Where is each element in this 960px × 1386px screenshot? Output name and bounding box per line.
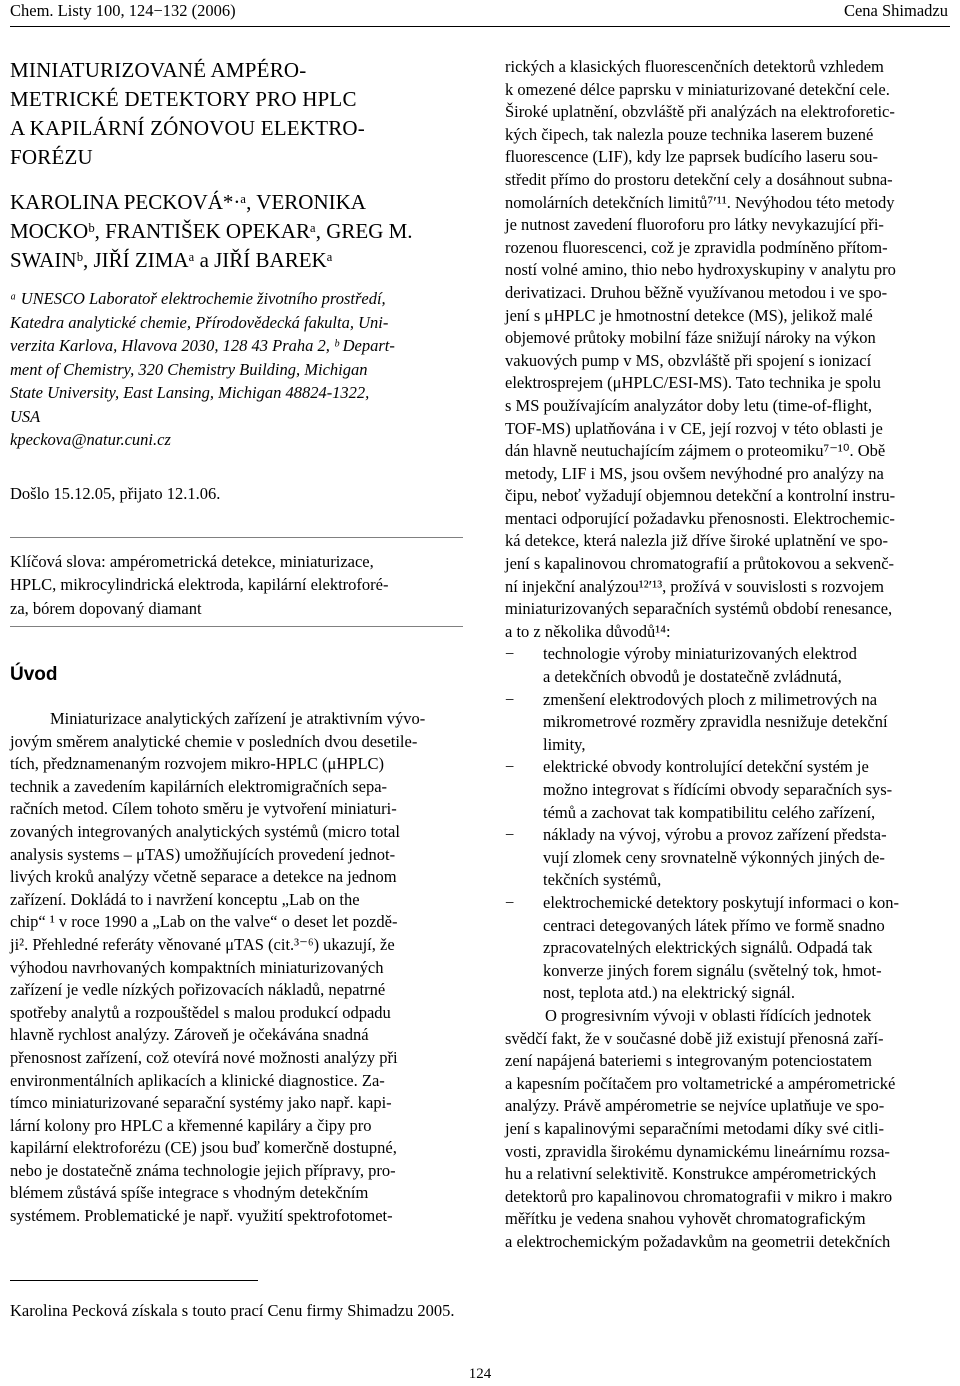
page-number: 124 [468,1366,492,1382]
text-line: detektorů pro kapalinovou chromatografii v mikro i makro [505,1186,893,1206]
text-line: k omezené délce paprsku v miniaturizované detekční cele. [505,79,890,99]
text-line: ní injekční analýzou¹²ʹ¹³, prožívá v souvislosti s rozvojem [505,576,884,596]
text-line: nost, teplota atd.) na elektrický signál. [543,983,796,1003]
text-line: environmentálních aplikacích a klinické diagnostice. Za- [10,1070,385,1090]
text-line: svědčí fakt, že v současné době již existují přenosná zaří- [505,1028,884,1048]
text-line: čipu, neboť vyžadují objemnou detekční a kontrolní instru- [505,486,896,506]
bullet-item [505,643,958,688]
bullet-item [505,689,958,757]
text-line: témů a zachovat tak kompatibilitu celého zařízení, [543,802,876,822]
text-line: tímco miniaturizované separační systémy jako např. kapi- [10,1093,392,1113]
text-line: ji². Přehledné referáty věnované μTAS (cit.³⁻⁶) ukazují, že [10,934,395,954]
text-line: je nutnost zavedení fluoroforu pro látky nevykazující při- [505,215,884,235]
text-line: tekčních systémů, [543,870,662,890]
text-line: technologie výroby miniaturizovaných elektrod [543,644,857,664]
affiliation-line: ᵃ UNESCO Laboratoř elektrochemie životního prostředí, [10,289,386,308]
text-line: hu a relativní selektivitě. Konstrukce ampérometrických [505,1164,877,1184]
text-line: elektrochemické detektory poskytují informaci o kon- [543,892,900,912]
text-line: ká detekce, která nalezla již dříve široké uplatnění ve spo- [505,531,888,551]
text-line: náklady na vývoj, výrobu a provoz zařízení předsta- [543,825,887,845]
header-rule [10,26,950,27]
text-line: hlavně rychlost analýzy. Zároveň je očekávána snadná [10,1025,369,1045]
text-line: měřítku je vedena snahou vyhovět chromatografickým [505,1209,866,1229]
text-line: Široké uplatnění, obzvláště při analýzách na elektroforetic- [505,102,895,122]
text-line: spotřeby analytů a rozpouštědel s malou produkcí odpadu [10,1002,391,1022]
text-line: a to z několika důvodů¹⁴: [505,621,671,641]
text-line: centraci detegovaných látek přímo ve formě snadno [543,915,885,935]
text-line: rozenou fluorescenci, což je zpravidla podmíněno přítom- [505,237,888,257]
text-line: derivatizaci. Druhou běžně využívanou metodou i ve spo- [505,282,888,302]
text-line: limity, [543,734,586,754]
text-line: s MS používajícím analyzátor doby letu (time-of-flight, [505,395,873,415]
bullet-dash-icon: − [505,757,515,777]
bullet-item [505,824,958,892]
text-line: TOF-MS) uplatňována i v CE, její rozvoj v této oblasti je [505,418,883,438]
text-line: analýzy. Právě ampérometrie se nejvíce uplatňuje ve spo- [505,1096,885,1116]
keywords-bottom-rule [10,626,463,627]
text-line: analysis systems – μTAS) umožňujících provedení jednot- [10,844,396,864]
received-date: Došlo 15.12.05, přijato 12.1.06. [10,483,221,503]
text-line: jení s kapalinovými separačními metodami díky své citli- [505,1118,884,1138]
email-address: kpeckova@natur.cuni.cz [10,430,171,449]
title-line: FORÉZU [10,145,93,169]
bullet-dash-icon: − [505,892,515,912]
keywords-line: za, bórem dopovaný diamant [10,598,202,618]
text-line: vují zlomek ceny srovnatelně výkonných jiných de- [543,847,885,867]
text-line: O progresivním vývoji v oblasti řídících jednotek [545,1005,872,1025]
bullet-list [505,643,958,1005]
text-line: miniaturizovaných separačních systémů období renesance, [505,599,893,619]
text-line: rických a klasických fluorescenčních detektorů vzhledem [505,57,884,76]
text-line: kých čipech, tak nalezla pouze technika laserem buzené [505,124,874,144]
text-line: možno integrovat s řídícími obvody separačních sys- [543,780,893,799]
text-line: lární kolony pro HPLC a křemenné kapiláry a čipy pro [10,1115,372,1135]
text-line: chip“ ¹ v roce 1990 a „Lab on the valve“ o deset let pozdě- [10,912,398,932]
text-line: livých kroků analýzy včetně separace a detekce na jednom [10,867,397,887]
text-line: jovým směrem analytické chemie v posledních dvou desetile- [10,731,418,751]
authors [10,188,463,275]
text-line: zovaných integrovaných analytických systémů (micro total [10,821,400,841]
right-paragraph-1 [505,56,958,643]
title-line: METRICKÉ DETEKTORY PRO HPLC [10,87,357,111]
keywords-line: HPLC, mikrocylindrická elektroda, kapilární elektroforé- [10,575,389,594]
affiliations [10,287,463,428]
text-line: konverze jiných forem signálu (světelný tok, hmot- [543,960,882,980]
right-paragraph-2 [505,1005,958,1254]
affiliation-line: verzita Karlova, Hlavova 2030, 128 43 Praha 2, ᵇ Depart- [10,336,395,355]
authors-line: SWAINᵇ, JIŘÍ ZIMAᵃ a JIŘÍ BAREKᵃ [10,248,333,272]
text-line: račních metod. Cílem tohoto směru je vytvoření miniaturi- [10,799,397,819]
text-line: výhodou navrhovaných kompaktních miniaturizovaných [10,957,384,977]
title-line: A KAPILÁRNÍ ZÓNOVOU ELEKTRO- [10,116,365,140]
text-line: středit přímo do prostoru detekční cely a dosáhnout subna- [505,169,893,189]
journal-citation: Chem. Listy 100, 124−132 (2006) [10,1,236,20]
authors-line: KAROLINA PECKOVÁ*·ᵃ, VERONIKA [10,190,366,214]
text-line: blémem zůstává spíše integrace s vhodným detekčním [10,1183,369,1203]
text-line: fluorescence (LIF), kdy lze paprsek budícího laseru sou- [505,147,878,167]
text-line: vakuových pump v MS, obzvláště při spojení s ionizací [505,350,872,370]
affiliation-line: ment of Chemistry, 320 Chemistry Building, Michigan [10,359,368,379]
text-line: zmenšení elektrodových ploch z milimetrových na [543,689,878,709]
text-line: vosti, zpravidla širokému dynamickému lineárnímu rozsa- [505,1141,890,1161]
authors-line: MOCKOᵇ, FRANTIŠEK OPEKARᵃ, GREG M. [10,219,413,243]
text-line: tích, předznamenaným rozvojem mikro-HPLC (μHPLC) [10,754,385,774]
affiliation-line: Katedra analytické chemie, Přírodovědecká fakulta, Uni- [10,312,389,332]
article-title [10,56,463,172]
text-line: přenosnost zařízení, což otevírá nové možnosti analýzy při [10,1047,398,1067]
text-line: a kapesním počítačem pro voltametrické a ampérometrické [505,1073,896,1093]
text-line: jení s μHPLC je hmotnostní detekce (MS), jelikož malé [505,305,873,325]
text-line: systémem. Problematické je např. využití spektrofotomet- [10,1206,393,1226]
text-line: zpracovatelných elektrických signálů. Odpadá tak [543,938,873,958]
section-label: Cena Shimadzu [843,1,948,20]
text-line: Miniaturizace analytických zařízení je atraktivním vývo- [50,709,426,728]
text-line: zařízení je vedle nízkých pořizovacích nákladů, nepatrné [10,980,386,1000]
text-line: jení s kapalinovou chromatografií a průtokovou a sekvenč- [505,554,895,574]
bullet-dash-icon: − [505,644,515,664]
bullet-dash-icon: − [505,825,515,845]
text-line: dán hlavně neutuchajícím zájmem o proteomiku⁷⁻¹⁰. Obě [505,441,886,461]
text-line: a elektrochemickým požadavkům na geometrii detekčních [505,1231,891,1251]
section-heading: Úvod [10,664,58,685]
bullet-item [505,756,958,824]
text-line: elektrosprejem (μHPLC/ESI-MS). Tato technika je spolu [505,373,881,393]
keywords [10,538,463,627]
text-line: metody, LIF i MS, jsou ovšem nevýhodné pro analýzy na [505,463,884,483]
keywords-line: Klíčová slova: ampérometrická detekce, miniaturizace, [10,551,374,571]
text-line: nomolárních detekčních limitů⁷ʹ¹¹. Nevýhodou této metody [505,192,895,212]
text-line: zařízení. Dokládá to i navržení konceptu „Lab on the [10,889,360,909]
right-column [505,46,958,1253]
bullet-item [505,892,958,1005]
affiliation-line: USA [10,406,41,426]
text-line: elektrické obvody kontrolující detekční systém je [543,757,869,777]
text-line: technik a zavedením kapilárních elektromigračních sepa- [10,776,388,796]
text-line: objemové průtoky mobilní fáze snižují nároky na výkon [505,328,876,348]
text-line: kapilární elektroforézu (CE) jsou buď komerčně dostupné, [10,1138,397,1158]
footnote-rule [10,1280,258,1281]
affiliation-line: State University, East Lansing, Michigan 48824-1322, [10,383,370,402]
text-line: mikrometrové rozměry zpravidla nesnižuje detekční [543,712,888,732]
text-line: mentaci odporující požadavku přenosnosti. Elektrochemic- [505,508,895,528]
intro-paragraph [10,708,463,1228]
bullet-dash-icon: − [505,689,515,709]
footnote: Karolina Pecková získala s touto prací Cenu firmy Shimadzu 2005. [10,1301,455,1320]
text-line: nebo je dostatečně známa technologie jejich přípravy, pro- [10,1160,396,1180]
left-column [10,46,463,1228]
text-line: zení napájená bateriemi s integrovaným potenciostatem [505,1051,872,1071]
title-line: MINIATURIZOVANÉ AMPÉRO- [10,58,307,82]
text-line: a detekčních obvodů je dostatečně zvládnutá, [543,667,842,687]
text-line: ností volné amino, thio nebo hydroxyskupiny v analytu pro [505,260,896,280]
